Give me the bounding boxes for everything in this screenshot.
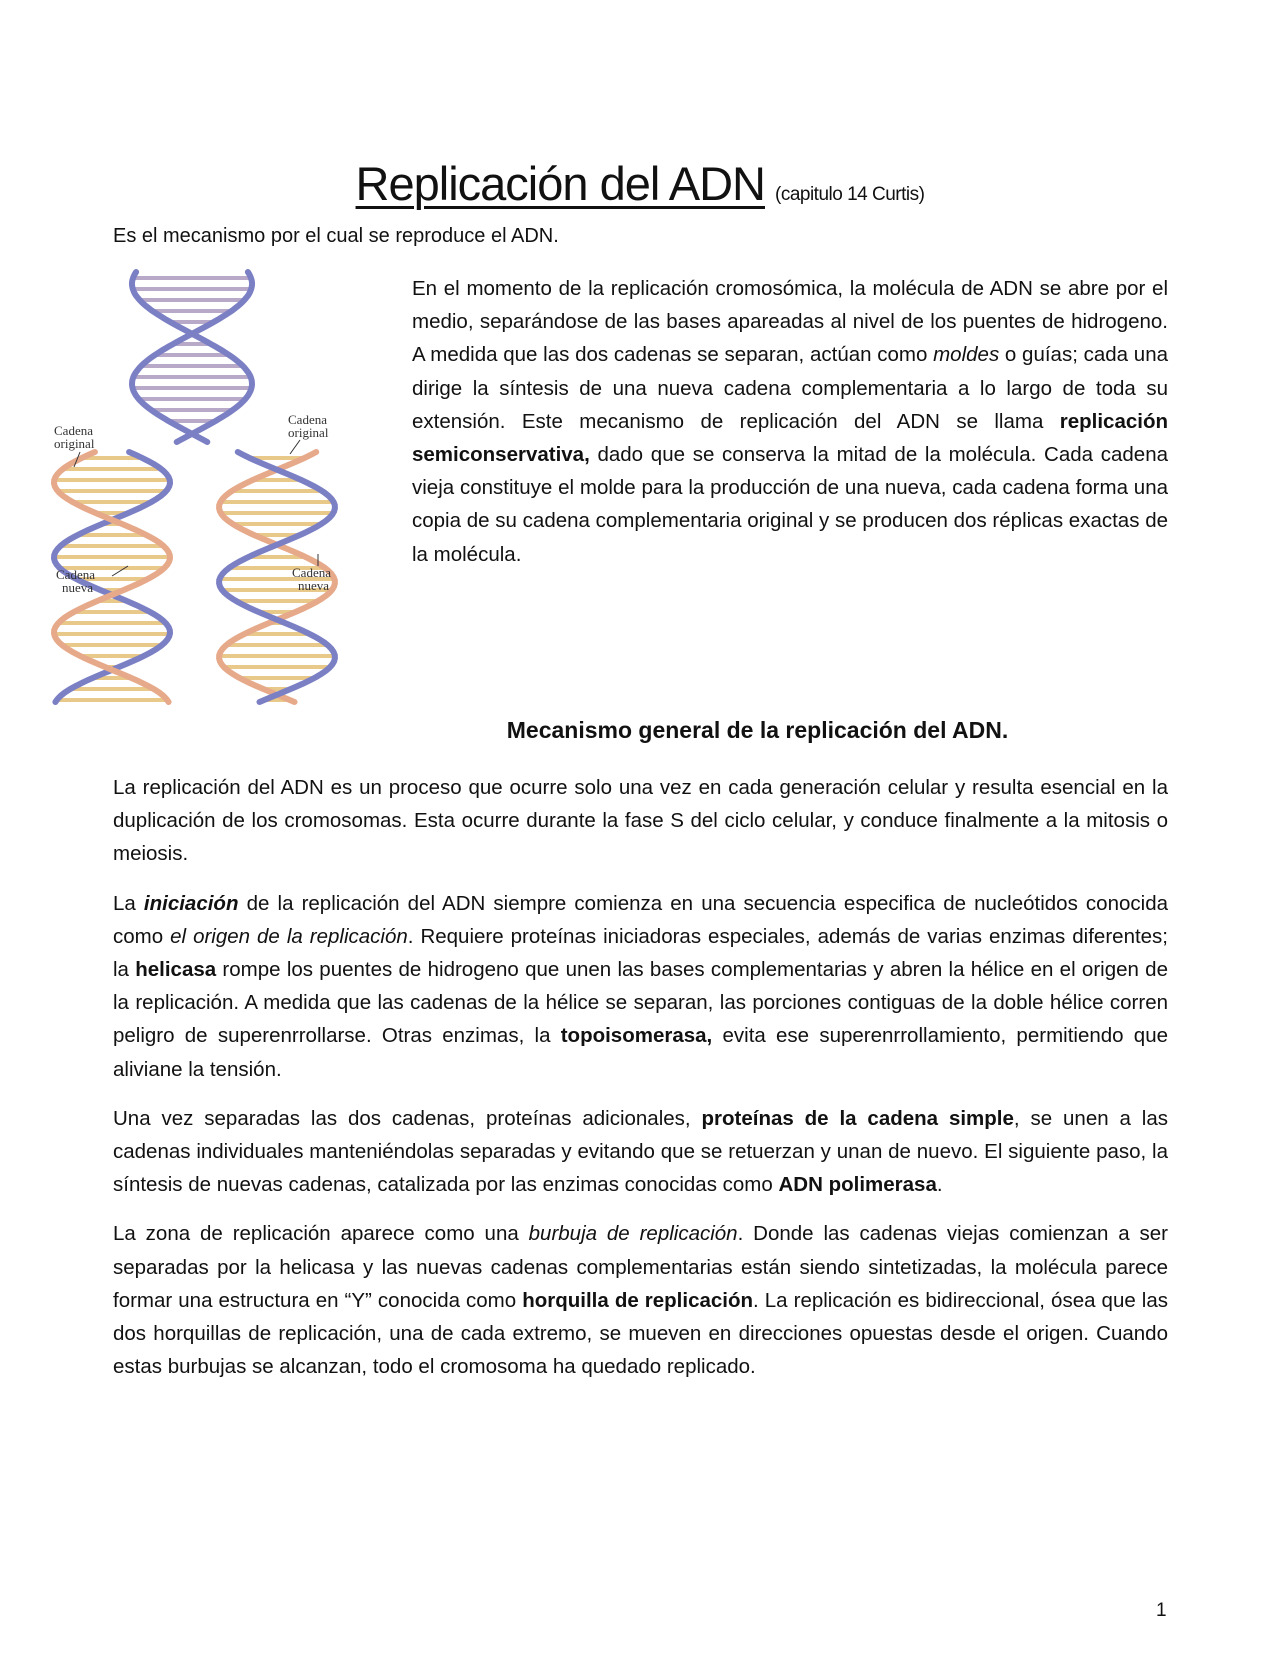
term-proteinas-cadena-simple: proteínas de la cadena simple (701, 1106, 1014, 1130)
p3-a: Una vez separadas las dos cadenas, proteínas adicionales, (113, 1106, 702, 1130)
term-burbuja: burbuja de replicación (528, 1222, 738, 1246)
label-cadena-original-right-1: Cadena (288, 412, 327, 427)
p4-c: . Donde las cadenas viejas comienzan a ser separadas por la helicasa y las nuevas cadenas complementarias están siendo sintetizadas, la molécula parece formar una estructura en “Y” conocida como (113, 1222, 1168, 1312)
title-line (0, 156, 1280, 211)
arrow-right-top (290, 440, 300, 454)
side-text-1: En el momento de la replicación cromosómica, la molécula de ADN se abre por el medio, separándose de las bases apareadas al nivel de los puentes de hidrogeno. A medida que las dos cadenas se separan, actúan como (412, 277, 1168, 367)
term-semiconservativa: replicación semiconservativa, (412, 409, 1168, 467)
paragraph-2 (113, 887, 1168, 1086)
side-text-2: o guías; cada una dirige la síntesis de una nueva cadena complementaria a lo largo de toda su extensión. Este mecanismo de replicación del ADN se llama (412, 343, 1169, 433)
p3-c: , se unen a las cadenas individuales manteniéndolas separadas y evitando que se retuerzan y unan de nuevo. El siguiente paso, la síntesis de nuevas cadenas, catalizada por las enzimas conocidas como (113, 1106, 1169, 1197)
label-cadena-original-left-1: Cadena (54, 423, 93, 438)
intro-sentence: Es el mecanismo por el cual se reproduce el ADN. (113, 225, 559, 247)
term-iniciacion: iniciación (143, 891, 239, 915)
side-text-3: dado que se conserva la mitad de la molécula. Cada cadena vieja constituye el molde para la producción de una nueva, cada cadena forma una copia de su cadena complementaria original y se producen dos réplicas exactas de la molécula. (412, 443, 1168, 566)
paragraph-4 (113, 1217, 1168, 1383)
top-helix (132, 272, 252, 442)
title-note: (capitulo 14 Curtis) (775, 184, 925, 205)
p2-g: rompe los puentes de hidrogeno que unen las bases complementarias y abren la hélice en el origen de la replicación. A medida que las cadenas de la hélice se separan, las porciones contiguas de la doble hélice corren peligro de superenrrollarse. Otras enzimas, la (113, 958, 1168, 1048)
section-heading: Mecanismo general de la replicación del ADN. (506, 717, 1009, 743)
label-cadena-original-left-2: original (54, 436, 95, 451)
paragraph-1: La replicación del ADN es un proceso que ocurre solo una vez en cada generación celular y resulta esencial en la duplicación de los cromosomas. Esta ocurre durante la fase S del ciclo celular, y conduce finalmente a la mitosis o meiosis. (113, 776, 1168, 866)
term-adn-polimerasa: ADN polimerasa (778, 1173, 937, 1197)
p4-e: . La replicación es bidireccional, ósea que las dos horquillas de replicación, una de cada extremo, se mueven en direcciones opuestas desde el origen. Cuando estas burbujas se alcanzan, todo el cromosoma ha quedado replicado. (113, 1288, 1168, 1379)
p2-a: La (113, 891, 144, 915)
page-number: 1 (1156, 1600, 1167, 1621)
p2-e: . Requiere proteínas iniciadoras especiales, además de varias enzimas diferentes; la (113, 924, 1169, 982)
p2-i: evita ese superenrrollamiento, permitiendo que aliviane la tensión. (113, 1024, 1168, 1081)
term-helicasa: helicasa (135, 958, 217, 982)
term-topoisomerasa: topoisomerasa, (560, 1024, 713, 1048)
body-text (113, 771, 1168, 1399)
p3-e: . (936, 1173, 943, 1197)
p2-c: de la replicación del ADN siempre comienza en una secuencia especifica de nucleótidos conocida como (113, 891, 1168, 948)
label-cadena-nueva-right-2: nueva (298, 578, 330, 593)
label-cadena-nueva-right-1: Cadena (292, 565, 331, 580)
term-horquilla: horquilla de replicación (522, 1288, 754, 1312)
p4-a: La zona de replicación aparece como una (113, 1222, 529, 1246)
term-origen: el origen de la replicación (170, 924, 408, 948)
term-moldes: moldes (933, 343, 1000, 367)
replication-description (412, 272, 1168, 571)
label-cadena-nueva-left-1: Cadena (56, 567, 95, 582)
dna-replication-figure (42, 262, 382, 708)
label-cadena-original-right-2: original (288, 425, 329, 440)
paragraph-3 (113, 1102, 1168, 1202)
document-title: Replicación del ADN (355, 157, 765, 210)
label-cadena-nueva-left-2: nueva (62, 580, 94, 595)
